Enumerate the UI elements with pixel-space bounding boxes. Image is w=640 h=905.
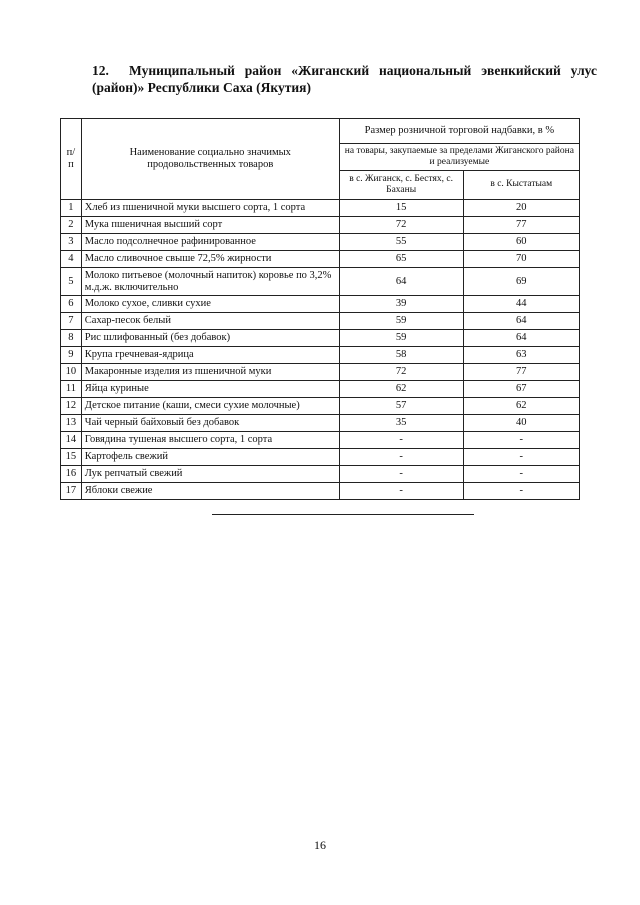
row-number: 17	[61, 483, 82, 500]
product-name: Сахар-песок белый	[81, 313, 339, 330]
header-product-name: Наименование социально значимых продовольственных товаров	[81, 119, 339, 200]
table-row	[61, 330, 580, 347]
markup-zhigansk: -	[339, 432, 463, 449]
markup-kystatyam: 63	[463, 347, 580, 364]
row-number: 6	[61, 296, 82, 313]
page-number: 16	[314, 838, 326, 852]
product-name: Яйца куриные	[81, 381, 339, 398]
markup-zhigansk: 57	[339, 398, 463, 415]
markup-kystatyam: 60	[463, 234, 580, 251]
table-body	[61, 200, 580, 500]
product-name: Картофель свежий	[81, 449, 339, 466]
markup-zhigansk: -	[339, 466, 463, 483]
row-number: 15	[61, 449, 82, 466]
markup-zhigansk: 59	[339, 313, 463, 330]
markup-zhigansk: 35	[339, 415, 463, 432]
product-name: Молоко питьевое (молочный напиток) коровье по 3,2% м.д.ж. включительно	[81, 268, 339, 296]
table-row	[61, 217, 580, 234]
markup-zhigansk: 15	[339, 200, 463, 217]
markup-zhigansk: 65	[339, 251, 463, 268]
markup-zhigansk: 72	[339, 364, 463, 381]
product-name: Крупа гречневая-ядрица	[81, 347, 339, 364]
markup-kystatyam: -	[463, 449, 580, 466]
product-name: Молоко сухое, сливки сухие	[81, 296, 339, 313]
product-name: Говядина тушеная высшего сорта, 1 сорта	[81, 432, 339, 449]
markup-zhigansk: 59	[339, 330, 463, 347]
header-col-zhigansk: в с. Жиганск, с. Бестях, с. Баханы	[339, 170, 463, 199]
row-number: 10	[61, 364, 82, 381]
separator-line	[212, 514, 474, 515]
row-number: 9	[61, 347, 82, 364]
markup-zhigansk: 39	[339, 296, 463, 313]
markup-kystatyam: 44	[463, 296, 580, 313]
section-title: Муниципальный район «Жиганский национальный эвенкийский улус (район)» Республики Саха (Якутия)	[92, 63, 597, 95]
table-row	[61, 381, 580, 398]
table-row	[61, 347, 580, 364]
table-row	[61, 234, 580, 251]
markup-kystatyam: 64	[463, 330, 580, 347]
table-row	[61, 268, 580, 296]
table-row	[61, 483, 580, 500]
product-name: Мука пшеничная высший сорт	[81, 217, 339, 234]
table-row	[61, 415, 580, 432]
section-number: 12.	[92, 63, 109, 78]
markup-kystatyam: -	[463, 466, 580, 483]
markup-zhigansk: -	[339, 483, 463, 500]
product-name: Рис шлифованный (без добавок)	[81, 330, 339, 347]
row-number: 11	[61, 381, 82, 398]
markup-zhigansk: 58	[339, 347, 463, 364]
product-name: Детское питание (каши, смеси сухие молочные)	[81, 398, 339, 415]
table-row	[61, 449, 580, 466]
table-row	[61, 251, 580, 268]
row-number: 2	[61, 217, 82, 234]
product-name: Лук репчатый свежий	[81, 466, 339, 483]
product-name: Чай черный байховый без добавок	[81, 415, 339, 432]
row-number: 4	[61, 251, 82, 268]
markup-table	[60, 118, 580, 500]
markup-kystatyam: 62	[463, 398, 580, 415]
markup-zhigansk: 55	[339, 234, 463, 251]
row-number: 12	[61, 398, 82, 415]
table-row	[61, 200, 580, 217]
table-row	[61, 313, 580, 330]
markup-table-container	[60, 118, 580, 500]
row-number: 5	[61, 268, 82, 296]
table-row	[61, 296, 580, 313]
header-markup: Размер розничной торговой надбавки, в %	[339, 119, 579, 144]
product-name: Масло сливочное свыше 72,5% жирности	[81, 251, 339, 268]
markup-kystatyam: -	[463, 432, 580, 449]
product-name: Масло подсолнечное рафинированное	[81, 234, 339, 251]
markup-zhigansk: -	[339, 449, 463, 466]
markup-kystatyam: 64	[463, 313, 580, 330]
markup-kystatyam: 77	[463, 217, 580, 234]
markup-kystatyam: -	[463, 483, 580, 500]
table-row	[61, 398, 580, 415]
markup-zhigansk: 64	[339, 268, 463, 296]
row-number: 16	[61, 466, 82, 483]
markup-kystatyam: 20	[463, 200, 580, 217]
row-number: 3	[61, 234, 82, 251]
row-number: 1	[61, 200, 82, 217]
row-number: 7	[61, 313, 82, 330]
markup-kystatyam: 77	[463, 364, 580, 381]
table-row	[61, 466, 580, 483]
markup-kystatyam: 67	[463, 381, 580, 398]
header-outside-region: на товары, закупаемые за пределами Жиганского района и реализуемые	[339, 144, 579, 170]
product-name: Макаронные изделия из пшеничной муки	[81, 364, 339, 381]
table-row	[61, 364, 580, 381]
markup-kystatyam: 69	[463, 268, 580, 296]
row-number: 14	[61, 432, 82, 449]
markup-zhigansk: 72	[339, 217, 463, 234]
markup-zhigansk: 62	[339, 381, 463, 398]
product-name: Хлеб из пшеничной муки высшего сорта, 1 сорта	[81, 200, 339, 217]
markup-kystatyam: 70	[463, 251, 580, 268]
header-col-kystatyam: в с. Кыстатыам	[463, 170, 580, 199]
section-heading	[92, 62, 597, 96]
table-row	[61, 432, 580, 449]
product-name: Яблоки свежие	[81, 483, 339, 500]
row-number: 8	[61, 330, 82, 347]
markup-kystatyam: 40	[463, 415, 580, 432]
header-num: п/п	[61, 119, 82, 200]
row-number: 13	[61, 415, 82, 432]
